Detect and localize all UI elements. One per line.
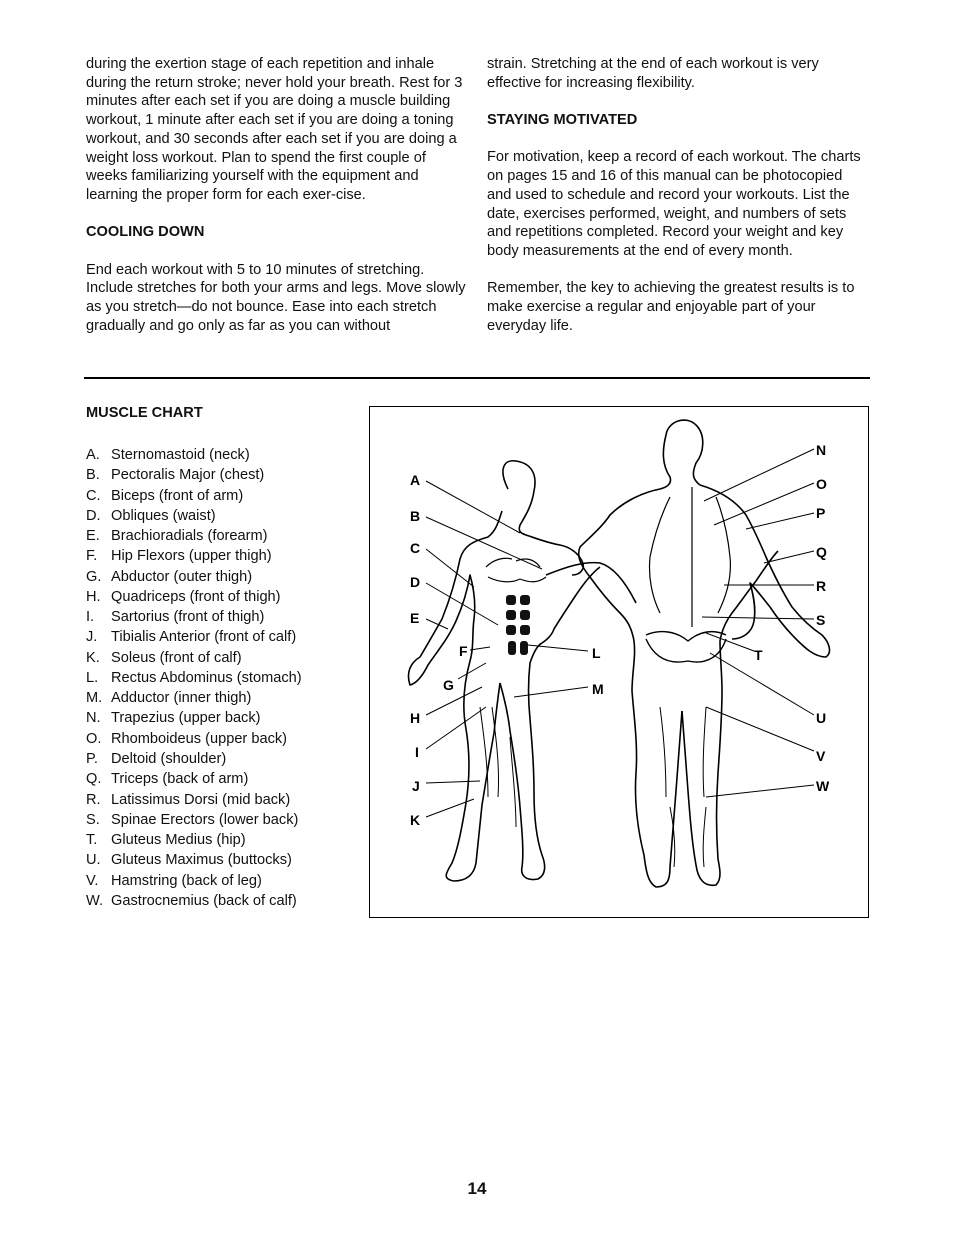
muscle-list-item bbox=[86, 850, 302, 870]
leader-line-q bbox=[764, 551, 814, 563]
front-right-arm bbox=[546, 563, 636, 603]
muscle-name: Latissimus Dorsi (mid back) bbox=[111, 791, 291, 808]
muscle-letter: Q. bbox=[86, 771, 102, 788]
muscle-name: Biceps (front of arm) bbox=[111, 487, 244, 504]
muscle-list-item bbox=[86, 769, 302, 789]
figure-label-q: Q bbox=[816, 544, 827, 560]
figure-label-g: G bbox=[443, 677, 454, 693]
muscle-list-item bbox=[86, 708, 302, 728]
muscle-chart-figure bbox=[369, 406, 869, 918]
figure-label-m: M bbox=[592, 681, 604, 697]
muscle-list-item bbox=[86, 445, 302, 465]
front-leg-lines bbox=[480, 707, 516, 827]
muscle-list-item bbox=[86, 871, 302, 891]
muscle-name: Triceps (back of arm) bbox=[111, 771, 249, 788]
muscle-list-item bbox=[86, 587, 302, 607]
front-head bbox=[503, 461, 535, 535]
muscle-name: Pectoralis Major (chest) bbox=[111, 467, 265, 484]
muscle-letter: S. bbox=[86, 811, 100, 828]
figure-label-c: C bbox=[410, 540, 421, 556]
back-left-outline bbox=[579, 435, 682, 887]
muscle-list-item bbox=[86, 688, 302, 708]
muscle-list-item bbox=[86, 546, 302, 566]
cooling-down-heading: COOLING DOWN bbox=[86, 224, 205, 241]
muscle-letter: G. bbox=[86, 568, 102, 585]
muscle-list-item bbox=[86, 627, 302, 647]
muscle-name: Gluteus Medius (hip) bbox=[111, 832, 246, 849]
figure-label-j: J bbox=[412, 778, 420, 794]
figure-label-d: D bbox=[410, 574, 421, 590]
figure-label-k: K bbox=[410, 812, 421, 828]
leader-line-h bbox=[426, 687, 482, 715]
figure-label-v: V bbox=[816, 748, 826, 764]
figure-label-i: I bbox=[415, 744, 419, 760]
muscle-letter: O. bbox=[86, 730, 102, 747]
muscle-name: Sartorius (front of thigh) bbox=[111, 609, 265, 626]
back-head bbox=[666, 420, 703, 485]
muscle-list-item bbox=[86, 830, 302, 850]
figure-label-h: H bbox=[410, 710, 421, 726]
muscle-letter: W. bbox=[86, 892, 104, 909]
muscle-letter: N. bbox=[86, 710, 101, 727]
muscle-name: Obliques (waist) bbox=[111, 507, 216, 524]
figure-label-s: S bbox=[816, 612, 826, 628]
leader-line-i bbox=[426, 707, 486, 749]
muscle-name: Quadriceps (front of thigh) bbox=[111, 588, 281, 605]
muscle-letter: P. bbox=[86, 750, 98, 767]
leader-line-k bbox=[426, 799, 474, 817]
figure-label-f: F bbox=[459, 643, 468, 659]
leader-line-a bbox=[426, 481, 520, 533]
muscle-letter: U. bbox=[86, 852, 101, 869]
back-muscle-lines bbox=[649, 487, 730, 627]
front-left-outline bbox=[408, 511, 502, 881]
muscle-letter: J. bbox=[86, 629, 98, 646]
leader-line-c bbox=[426, 549, 474, 587]
exertion-paragraph: during the exertion stage of each repetition and inhale during the return stroke; never hold your breath. Rest for 3 minutes after each set if you are doing a muscle building workout, 1 minute after each set if you are doing a toning workout, and 30 seconds after each set if you are doing a weight loss workout. Plan to spend the first couple of weeks familiarizing yourself with the equipment and learning the proper form for each exer-cise. bbox=[86, 56, 463, 203]
muscle-name: Rhomboideus (upper back) bbox=[111, 730, 288, 747]
leader-line-b bbox=[426, 517, 542, 569]
strain-paragraph: strain. Stretching at the end of each workout is very effective for increasing flexibility. bbox=[487, 56, 819, 91]
figure-label-t: T bbox=[754, 647, 763, 663]
leader-line-w bbox=[706, 785, 814, 797]
muscle-letter: E. bbox=[86, 528, 100, 545]
front-shoulder bbox=[526, 535, 583, 575]
back-right-outline bbox=[682, 551, 778, 885]
muscle-list bbox=[86, 445, 302, 911]
cooling-down-paragraph: End each workout with 5 to 10 minutes of stretching. Include stretches for both your arms and legs. Move slowly as you stretch—do not bounce. Ease into each stretch gradually and go only as far as you can without bbox=[86, 261, 466, 334]
figure-label-u: U bbox=[816, 710, 827, 726]
muscle-letter: F. bbox=[86, 548, 98, 565]
muscle-name: Abductor (outer thigh) bbox=[111, 568, 253, 585]
back-figure bbox=[579, 420, 830, 887]
muscle-name: Deltoid (shoulder) bbox=[111, 750, 227, 767]
figure-label-r: R bbox=[816, 578, 827, 594]
figure-label-e: E bbox=[410, 610, 420, 626]
muscle-name: Adductor (inner thigh) bbox=[111, 690, 252, 707]
muscle-letter: D. bbox=[86, 507, 101, 524]
figure-label-b: B bbox=[410, 508, 421, 524]
leader-line-d bbox=[426, 583, 498, 625]
muscle-list-item bbox=[86, 526, 302, 546]
muscle-letter: H. bbox=[86, 588, 101, 605]
muscle-name: Sternomastoid (neck) bbox=[111, 447, 250, 463]
front-abdominals bbox=[506, 595, 530, 655]
muscle-list-item bbox=[86, 648, 302, 668]
muscle-chart-title: MUSCLE CHART bbox=[86, 405, 203, 421]
muscle-letter: V. bbox=[86, 872, 99, 889]
leader-line-n bbox=[704, 449, 814, 501]
muscle-name: Tibialis Anterior (front of calf) bbox=[111, 629, 297, 646]
muscle-letter: L. bbox=[86, 669, 99, 686]
muscle-list-item bbox=[86, 465, 302, 485]
muscle-letter: R. bbox=[86, 791, 101, 808]
right-text-column bbox=[487, 55, 869, 354]
leader-line-s bbox=[702, 617, 814, 619]
back-right-arm bbox=[700, 485, 829, 657]
leader-lines bbox=[426, 449, 814, 817]
muscle-name: Soleus (front of calf) bbox=[111, 649, 242, 666]
muscle-list-item bbox=[86, 567, 302, 587]
leader-line-m bbox=[514, 687, 588, 697]
muscle-name: Rectus Abdominus (stomach) bbox=[111, 669, 302, 686]
muscle-letter: A. bbox=[86, 447, 100, 463]
leader-line-g bbox=[458, 663, 486, 679]
section-divider bbox=[84, 377, 870, 379]
remember-paragraph: Remember, the key to achieving the greatest results is to make exercise a regular and enjoyable part of your everyday life. bbox=[487, 280, 855, 334]
staying-motivated-heading: STAYING MOTIVATED bbox=[487, 112, 638, 129]
figure-label-n: N bbox=[816, 442, 827, 458]
muscle-list-item bbox=[86, 749, 302, 769]
front-chest-lines bbox=[486, 558, 546, 582]
muscle-name: Gastrocnemius (back of calf) bbox=[111, 892, 297, 909]
leader-line-v bbox=[706, 707, 814, 751]
figure-label-p: P bbox=[816, 505, 826, 521]
leader-line-j bbox=[426, 781, 480, 783]
muscle-list-item bbox=[86, 486, 302, 506]
muscle-list-item bbox=[86, 790, 302, 810]
motivation-paragraph: For motivation, keep a record of each workout. The charts on pages 15 and 16 of this manual can be photocopied and used to schedule and record your workouts. List the date, exercises performed, weight, and numbers of sets and repetitions completed. Record your weight and key body measurements at the end of every month. bbox=[487, 149, 861, 259]
muscle-letter: C. bbox=[86, 487, 101, 504]
anatomy-illustration bbox=[370, 407, 868, 917]
leader-line-t bbox=[706, 633, 754, 651]
muscle-list-item bbox=[86, 506, 302, 526]
page-number: 14 bbox=[467, 1179, 487, 1198]
muscle-list-item bbox=[86, 891, 302, 911]
muscle-name: Trapezius (upper back) bbox=[111, 710, 261, 727]
figure-label-w: W bbox=[816, 778, 830, 794]
muscle-list-item bbox=[86, 729, 302, 749]
muscle-letter: I. bbox=[86, 609, 95, 626]
leader-line-p bbox=[746, 513, 814, 529]
muscle-letter: K. bbox=[86, 649, 100, 666]
muscle-name: Gluteus Maximus (buttocks) bbox=[111, 852, 292, 869]
muscle-name: Hip Flexors (upper thigh) bbox=[111, 548, 272, 565]
figure-label-a: A bbox=[410, 472, 421, 488]
muscle-name: Spinae Erectors (lower back) bbox=[111, 811, 299, 828]
muscle-list-item bbox=[86, 668, 302, 688]
figure-label-l: L bbox=[592, 645, 601, 661]
muscle-letter: B. bbox=[86, 467, 100, 484]
left-text-column bbox=[86, 55, 468, 354]
muscle-letter: T. bbox=[86, 832, 98, 849]
muscle-name: Hamstring (back of leg) bbox=[111, 872, 262, 889]
muscle-list-item bbox=[86, 607, 302, 627]
muscle-name: Brachioradials (forearm) bbox=[111, 528, 268, 545]
muscle-list-item bbox=[86, 810, 302, 830]
muscle-letter: M. bbox=[86, 690, 103, 707]
figure-label-o: O bbox=[816, 476, 827, 492]
